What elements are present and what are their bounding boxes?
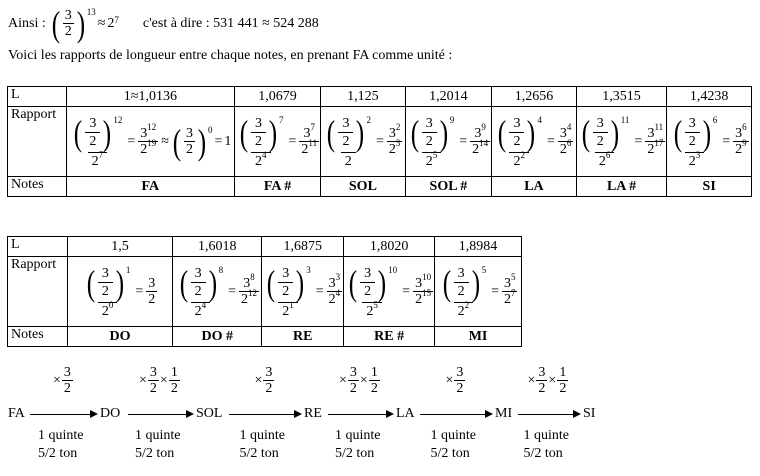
rapport-cell — [576, 107, 667, 177]
interval-label: 1 quinte — [135, 428, 181, 443]
ton-label: 5/2 ton — [135, 446, 175, 461]
rapport-cell — [435, 257, 522, 327]
arrow-head — [90, 410, 98, 418]
rapport-cell — [667, 107, 752, 177]
note-cell: FA — [66, 177, 234, 197]
rapport-cell — [173, 257, 262, 327]
rapport-cell — [492, 107, 577, 177]
rapport-cell — [405, 107, 491, 177]
note-cell: SI — [667, 177, 752, 197]
interval-label: 1 quinte — [430, 428, 476, 443]
ratio-table-2: L 1,5 1,6018 1,6875 1,8020 1,8984 Rapport ( $\frac{3}{2}$ ) $^1$ $2^0$ = $\frac{3}{2}$ ( $\frac{3}{2}$ ) $^8$ $2^4$ = $\frac{3^8}{2^{12}}$ ( $\frac{3}{2}$ ) $^3$ $2^1$ = $\frac{3^3}{2^4}$ ( $\frac{3}{2}$ ) $^{10}$ $2^5$ = $\frac{3^{10}}{2^{15}}$ ( $\frac{3}{2}$ ) $^5$ $2^2$ = $\frac{3^5}{2^7}$ Notes DO DO # RE RE # MI — [7, 236, 522, 347]
chain-note: DO — [100, 406, 121, 421]
arrow-head — [573, 410, 581, 418]
arrow — [229, 414, 295, 415]
intro-power: ( $\frac{3}{2}$ ) $^{13}$ — [51, 4, 96, 44]
ratio-table-1: L 1≈1,0136 1,0679 1,125 1,2014 1,2656 1,3515 1,4238 Rapport ( $\frac{3}{2}$ ) $^{12}$ $2^7$ = $\frac{3^{12}}{2^{19}}$ ≈ ( $\frac{3}{2}$ ) $^0$ = 1 ( $\frac{3}{2}$ ) $^7$ $2^4$ = $\frac{3^7}{2^{11}}$ ( $\frac{3}{2}$ ) $^2$ 2 = $\frac{3^2}{2^3}$ ( $\frac{3}{2}$ ) $^9$ $2^5$ = $\frac{3^9}{2^{14}}$ ( $\frac{3}{2}$ ) $^4$ $2^2$ = $\frac{3^4}{2^6}$ ( $\frac{3}{2}$ ) $^{11}$ $2^6$ = $\frac{3^{11}}{2^{17}}$ ( $\frac{3}{2}$ ) $^6$ $2^3$ = $\frac{3^6}{2^9}$ Notes FA FA # SOL SOL # LA LA # SI — [7, 86, 752, 197]
note-cell: SOL — [321, 177, 406, 197]
rapport-cell — [344, 257, 435, 327]
intro-line: Ainsi : ( $\frac{3}{2}$ ) $^{13}$ ≈ 2 $^7$ c'est à dire : 531 441 ≈ 524 288 — [8, 4, 319, 44]
ton-label: 5/2 ton — [239, 446, 279, 461]
ratio-formula: ( $\frac{3}{2}$ ) $^6$ $2^3$ = $\frac{3^6}{2^9}$ — [673, 112, 747, 169]
ratio-formula: ( $\frac{3}{2}$ ) $^5$ $2^2$ = $\frac{3^5}{2^7}$ — [442, 262, 516, 319]
note-cell: MI — [435, 327, 522, 347]
ratio-formula: ( $\frac{3}{2}$ ) $^1$ $2^0$ = $\frac{3}{2}$ — [86, 262, 156, 319]
chain-note: MI — [495, 406, 513, 421]
chain-note: LA — [396, 406, 415, 421]
chain-note: SOL — [196, 406, 223, 421]
ratio-formula: ( $\frac{3}{2}$ ) $^8$ $2^4$ = $\frac{3^8}{2^{12}}$ — [179, 262, 257, 319]
ratio-formula: ( $\frac{3}{2}$ ) $^9$ $2^5$ = $\frac{3^9}{2^{14}}$ — [410, 112, 489, 169]
ratio-formula: ( $\frac{3}{2}$ ) $^7$ $2^4$ = $\frac{3^7}{2^{11}}$ — [239, 112, 318, 169]
rapport-cell — [235, 107, 321, 177]
ton-label: 5/2 ton — [38, 446, 78, 461]
ratio-formula: ( $\frac{3}{2}$ ) $^{12}$ $2^7$ = $\frac{3^{12}}{2^{19}}$ ≈ ( $\frac{3}{2}$ ) $^0$ = 1 — [74, 112, 232, 169]
chain-multiplier: × $\frac{3}{2}$ — [254, 365, 273, 396]
interval-label: 1 quinte — [38, 428, 84, 443]
arrow — [328, 414, 387, 415]
note-cell: LA — [492, 177, 577, 197]
chain-multiplier: × $\frac{3}{2}$ — [53, 365, 71, 396]
ratio-formula: ( $\frac{3}{2}$ ) $^3$ $2^1$ = $\frac{3^3}{2^4}$ — [267, 262, 341, 319]
chain-multiplier: × $\frac{3}{2}$ × $\frac{1}{2}$ — [339, 365, 378, 396]
chain-note: SI — [583, 406, 596, 421]
arrow-head — [485, 410, 493, 418]
interval-label: 1 quinte — [523, 428, 569, 443]
rapport-cell — [67, 257, 173, 327]
arrow — [30, 414, 91, 415]
rapport-cell — [66, 107, 234, 177]
ratio-formula: ( $\frac{3}{2}$ ) $^{11}$ $2^6$ = $\frac{3^{11}}{2^{17}}$ — [581, 112, 664, 169]
ratio-formula: ( $\frac{3}{2}$ ) $^2$ 2 = $\frac{3^2}{2^3}$ — [327, 112, 401, 169]
arrow-head — [186, 410, 194, 418]
ratio-formula: ( $\frac{3}{2}$ ) $^{10}$ $2^5$ = $\frac{3^{10}}{2^{15}}$ — [348, 262, 432, 319]
note-cell: DO — [67, 327, 173, 347]
arrow — [518, 414, 574, 415]
interval-label: 1 quinte — [335, 428, 381, 443]
arrow-head — [294, 410, 302, 418]
note-cell: RE — [262, 327, 344, 347]
rapport-cell — [321, 107, 406, 177]
interval-label: 1 quinte — [239, 428, 285, 443]
arrow — [420, 414, 486, 415]
arrow-head — [386, 410, 394, 418]
ton-label: 5/2 ton — [430, 446, 470, 461]
intro-prefix: Ainsi : — [8, 16, 46, 31]
ratio-formula: ( $\frac{3}{2}$ ) $^4$ $2^2$ = $\frac{3^4}{2^6}$ — [498, 112, 572, 169]
note-cell: LA # — [576, 177, 667, 197]
chain-multiplier: × $\frac{3}{2}$ × $\frac{1}{2}$ — [139, 365, 178, 396]
ratio-sentence: Voici les rapports de longueur entre chaque notes, en prenant FA comme unité : — [8, 48, 453, 63]
note-cell: DO # — [173, 327, 262, 347]
rapport-cell — [262, 257, 344, 327]
arrow — [128, 414, 187, 415]
note-cell: FA # — [235, 177, 321, 197]
intro-explain: c'est à dire : 531 441 ≈ 524 288 — [142, 16, 319, 31]
chain-note: FA — [8, 406, 25, 421]
chain-multiplier: × $\frac{3}{2}$ — [445, 365, 464, 396]
chain-multiplier: × $\frac{3}{2}$ × $\frac{1}{2}$ — [527, 365, 567, 396]
chain-note: RE — [304, 406, 322, 421]
note-cell: RE # — [344, 327, 435, 347]
note-cell: SOL # — [405, 177, 491, 197]
ton-label: 5/2 ton — [523, 446, 563, 461]
ton-label: 5/2 ton — [335, 446, 375, 461]
